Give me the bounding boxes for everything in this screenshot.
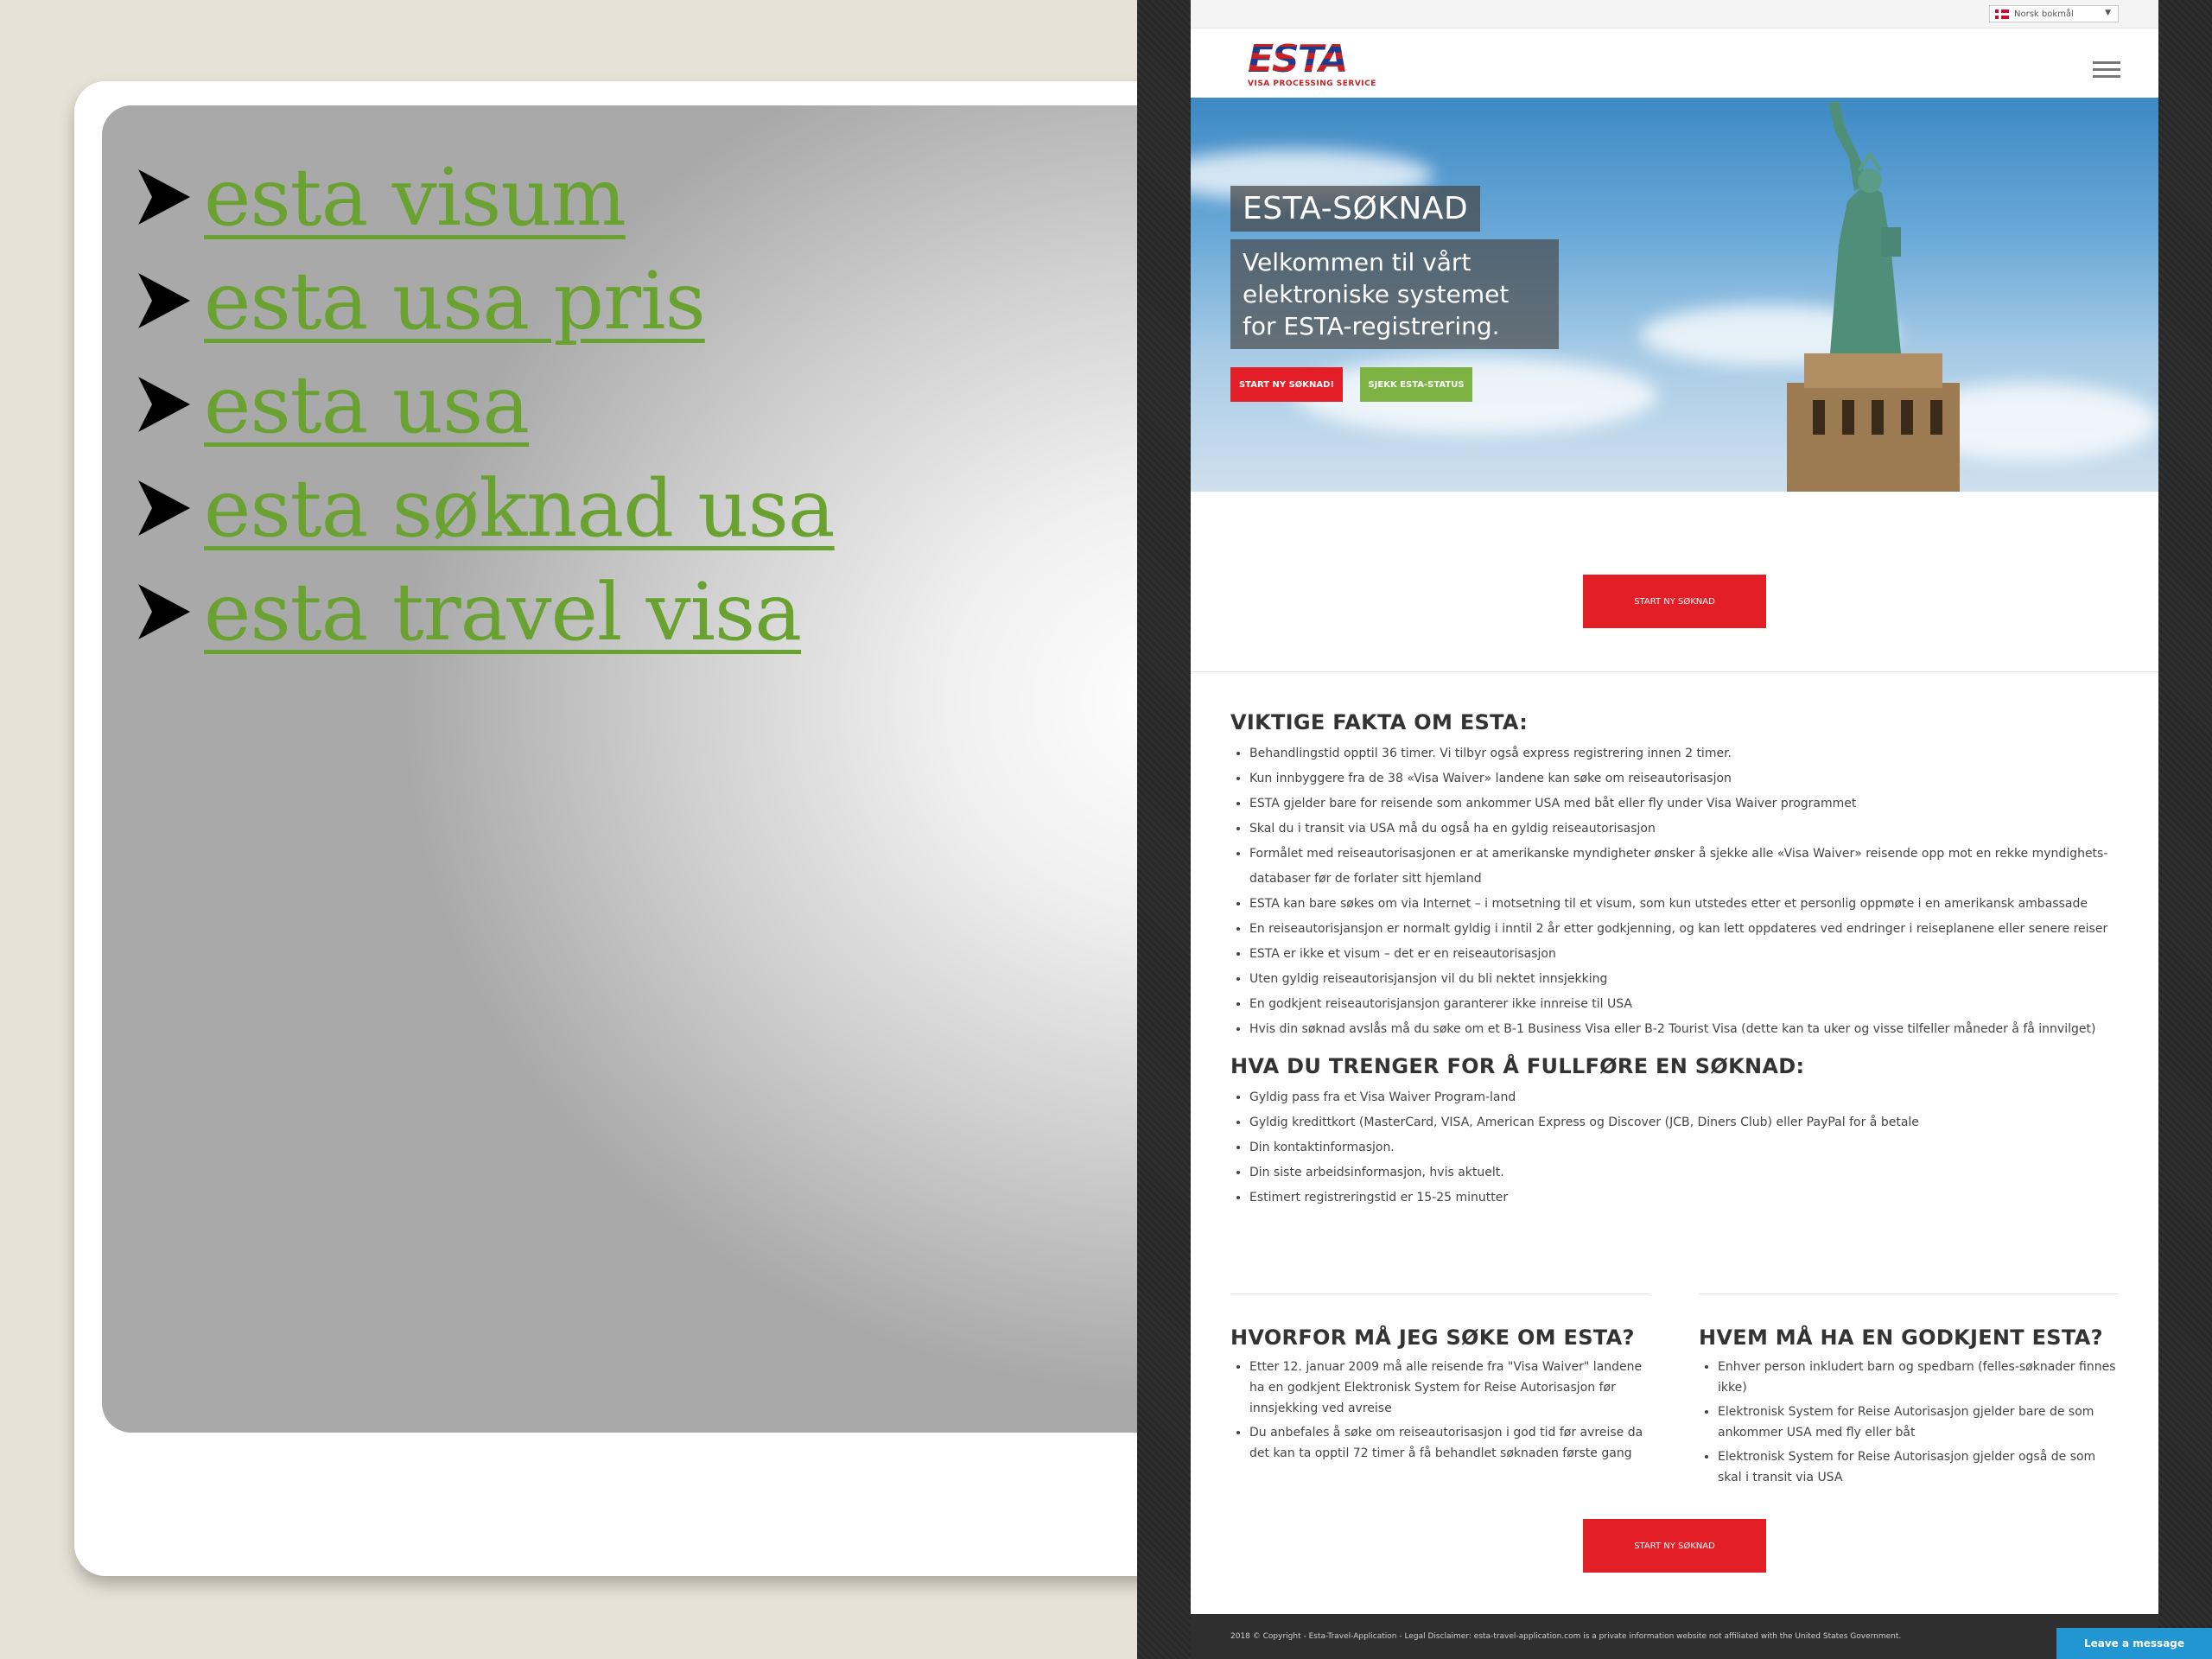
bottom-start-application-button[interactable]: START NY SØKNAD bbox=[1583, 1519, 1766, 1573]
list-item bbox=[137, 353, 835, 456]
arrow-bullet-icon bbox=[137, 477, 192, 539]
list-item bbox=[137, 145, 835, 249]
who-column bbox=[1699, 1294, 2119, 1491]
hero-text: Velkommen til vårt elektroniske systemet for ESTA-registrering. bbox=[1230, 239, 1559, 349]
why-list bbox=[1230, 1357, 1650, 1464]
why-column bbox=[1230, 1294, 1650, 1491]
facts-list bbox=[1230, 741, 2119, 1042]
site-footer: 2018 © Copyright - Esta-Travel-Application - Legal Disclaimer: esta-travel-application.com is a private information website not affiliated with the United States Government. bbox=[1191, 1614, 2158, 1659]
list-item bbox=[137, 560, 835, 664]
list-item: • Hvis din søknad avslås må du søke om et B-1 Business Visa eller B-2 Tourist Visa (dette kan ta uker og visse tilfeller måneder å få innvilget) bbox=[1249, 1017, 2119, 1042]
list-item bbox=[137, 249, 835, 353]
who-title: HVEM MÅ HA EN GODKJENT ESTA? bbox=[1699, 1325, 2103, 1350]
needs-list bbox=[1230, 1085, 2119, 1211]
arrow-bullet-icon bbox=[137, 581, 192, 643]
list-item: • Elektronisk System for Reise Autorisasjon gjelder også de som skal i transit via USA bbox=[1718, 1446, 2119, 1488]
list-item: • ESTA kan bare søkes om via Internet – i motsetning til et visum, som kun utstedes etter et personlig oppmøte i en amerikansk ambassade bbox=[1249, 892, 2119, 917]
norway-flag-icon bbox=[1995, 10, 2009, 19]
list-item: • Skal du i transit via USA må du også ha en gyldig reiseautorisasjon bbox=[1249, 817, 2119, 842]
list-item: • Du anbefales å søke om reiseautorisasjon i god tid før avreise da det kan ta opptil 72 timer å få behandlet søknaden første gang bbox=[1249, 1422, 1650, 1464]
hamburger-menu-icon[interactable] bbox=[2093, 61, 2120, 80]
logo-text: ESTA bbox=[1248, 41, 1376, 79]
list-item: • En reiseautorisjansjon er normalt gyldig i inntil 2 år etter godkjenning, og kan lett oppdateres ved endringer i reiseplanene eller senere reiser bbox=[1249, 917, 2119, 942]
facts-section bbox=[1191, 672, 2158, 1211]
hero-title: ESTA-SØKNAD bbox=[1230, 186, 1480, 232]
link-esta-usa-pris[interactable]: esta usa pris bbox=[204, 254, 705, 347]
website-page bbox=[1191, 0, 2158, 1614]
caret-down-icon: ▼ bbox=[2105, 9, 2111, 17]
link-esta-usa[interactable]: esta usa bbox=[204, 358, 530, 451]
site-header bbox=[1191, 29, 2158, 98]
cta-section bbox=[1191, 492, 2158, 672]
hero-banner bbox=[1191, 98, 2158, 492]
list-item: • Etter 12. januar 2009 må alle reisende fra "Visa Waiver" landene ha en godkjent Elektronisk System for Reise Autorisasjon før innsjekking ved avreise bbox=[1249, 1357, 1650, 1419]
esta-logo[interactable] bbox=[1248, 37, 1376, 88]
check-status-button[interactable]: SJEKK ESTA-STATUS bbox=[1360, 367, 1472, 402]
list-item: • Din kontaktinformasjon. bbox=[1249, 1135, 2119, 1160]
arrow-bullet-icon bbox=[137, 373, 192, 435]
arrow-bullet-icon bbox=[137, 270, 192, 332]
statue-of-liberty-image bbox=[1752, 98, 1977, 492]
arrow-bullet-icon bbox=[137, 166, 192, 228]
list-item: • ESTA gjelder bare for reisende som ankommer USA med båt eller fly under Visa Waiver programmet bbox=[1249, 791, 2119, 817]
list-item: • Elektronisk System for Reise Autorisasjon gjelder bare de som ankommer USA med fly eller båt bbox=[1718, 1402, 2119, 1443]
leave-message-button[interactable]: Leave a message bbox=[2056, 1628, 2212, 1659]
list-item: • Gyldig kredittkort (MasterCard, VISA, American Express og Discover (JCB, Diners Club) eller PayPal for å betale bbox=[1249, 1110, 2119, 1135]
cloud-shape bbox=[1294, 357, 1657, 435]
link-esta-visum[interactable]: esta visum bbox=[204, 150, 626, 244]
list-item: • En godkjent reiseautorisjansjon garanterer ikke innreise til USA bbox=[1249, 992, 2119, 1017]
language-select[interactable] bbox=[1989, 5, 2119, 22]
list-item: • Din siste arbeidsinformasjon, hvis aktuelt. bbox=[1249, 1160, 2119, 1185]
list-item: • Formålet med reiseautorisasjonen er at amerikanske myndigheter ønsker å sjekke alle «Visa Waiver» reisende opp mot en rekke myndighets-databaser før de forlater sitt hjemland bbox=[1249, 842, 2119, 892]
list-item: • Enhver person inkludert barn og spedbarn (felles-søknader finnes ikke) bbox=[1718, 1357, 2119, 1398]
facts-title: VIKTIGE FAKTA OM ESTA: bbox=[1230, 710, 1529, 734]
why-title: HVORFOR MÅ JEG SØKE OM ESTA? bbox=[1230, 1325, 1635, 1350]
list-item: • Gyldig pass fra et Visa Waiver Program-land bbox=[1249, 1085, 2119, 1110]
list-item: • ESTA er ikke et visum – det er en reiseautorisasjon bbox=[1249, 942, 2119, 967]
needs-title: HVA DU TRENGER FOR Å FULLFØRE EN SØKNAD: bbox=[1230, 1054, 1805, 1078]
language-label: Norsk bokmål bbox=[2014, 9, 2074, 19]
link-esta-soknad-usa[interactable]: esta søknad usa bbox=[204, 461, 835, 555]
list-item: • Kun innbyggere fra de 38 «Visa Waiver» landene kan søke om reiseautorisasjon bbox=[1249, 766, 2119, 791]
who-list bbox=[1699, 1357, 2119, 1488]
link-esta-travel-visa[interactable]: esta travel visa bbox=[204, 565, 802, 658]
start-application-button[interactable]: START NY SØKNAD! bbox=[1230, 367, 1343, 402]
info-columns bbox=[1191, 1294, 2158, 1491]
list-item: • Behandlingstid opptil 36 timer. Vi tilbyr også express registrering innen 2 timer. bbox=[1249, 741, 2119, 766]
logo-subtitle: VISA PROCESSING SERVICE bbox=[1248, 79, 1376, 88]
list-item: • Estimert registreringstid er 15-25 minutter bbox=[1249, 1185, 2119, 1211]
list-item: • Uten gyldig reiseautorisjansjon vil du bli nektet innsjekking bbox=[1249, 967, 2119, 992]
keyword-link-list bbox=[137, 145, 835, 664]
list-item bbox=[137, 456, 835, 560]
start-new-application-button[interactable]: START NY SØKNAD bbox=[1583, 575, 1766, 628]
top-bar bbox=[1191, 0, 2158, 29]
